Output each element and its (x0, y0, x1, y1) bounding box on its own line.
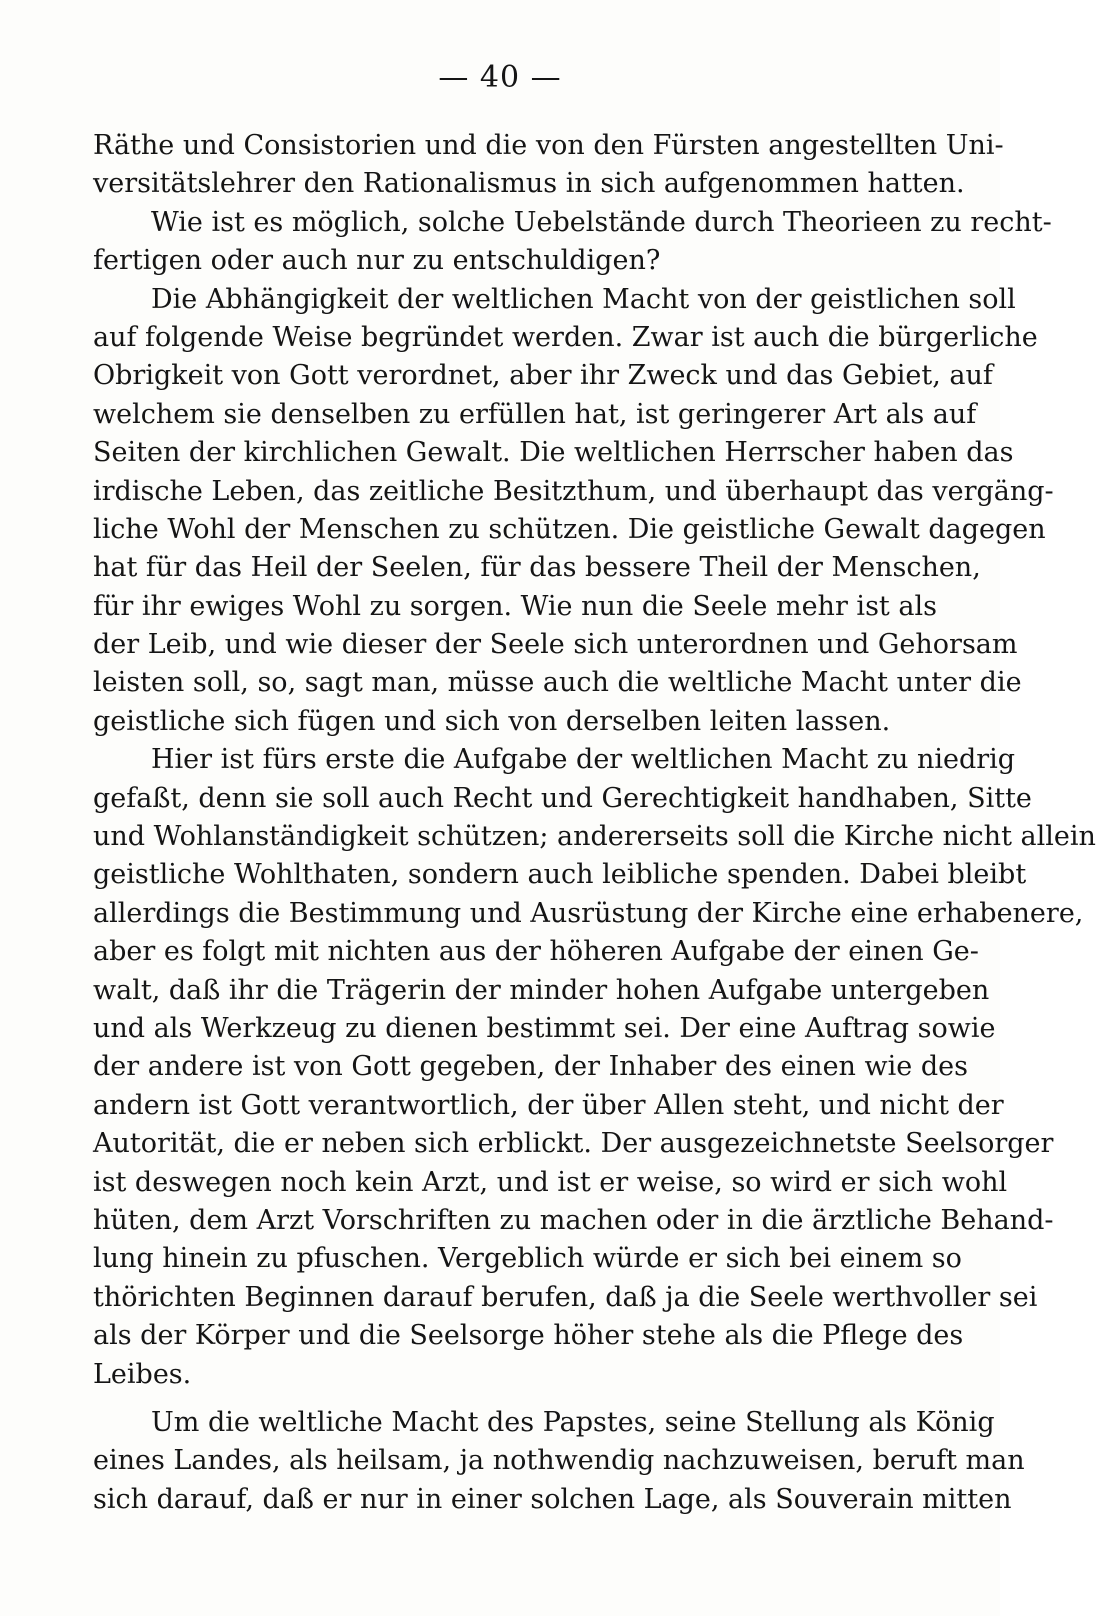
text-line: ist deswegen noch kein Arzt, und ist er weise, so wird er sich wohl (93, 1166, 1008, 1198)
text-line: lung hinein zu pfuschen. Vergeblich würde er sich bei einem so (93, 1243, 962, 1275)
text-line: walt, daß ihr die Trägerin der minder hohen Aufgabe untergeben (93, 974, 990, 1006)
paragraph-start-line: Die Abhängigkeit der weltlichen Macht von der geistlichen soll (151, 283, 1016, 315)
text-line: andern ist Gott verantwortlich, der über Allen steht, und nicht der (93, 1089, 1004, 1121)
text-line: welchem sie denselben zu erfüllen hat, ist geringerer Art als auf (93, 398, 977, 430)
text-line: Räthe und Consistorien und die von den Fürsten angestellten Uni- (93, 130, 1004, 161)
body-text (93, 127, 1096, 1519)
text-line: Autorität, die er neben sich erblickt. Der ausgezeichnetste Seelsorger (93, 1128, 1054, 1160)
text-line: geistliche sich fügen und sich von derselben leiten lassen. (93, 705, 891, 737)
text-line: gefaßt, denn sie soll auch Recht und Gerechtigkeit handhaben, Sitte (93, 782, 1032, 814)
text-line: und Wohlanständigkeit schützen; andererseits soll die Kirche nicht allein (93, 821, 1096, 853)
text-line: hüten, dem Arzt Vorschriften zu machen oder in die ärztliche Behand- (93, 1204, 1054, 1236)
text-line: geistliche Wohlthaten, sondern auch leibliche spenden. Dabei bleibt (93, 859, 1027, 891)
text-line: fertigen oder auch nur zu entschuldigen? (93, 245, 661, 277)
text-line: versitätslehrer den Rationalismus in sich aufgenommen hatten. (93, 168, 965, 200)
text-line: eines Landes, als heilsam, ja nothwendig nachzuweisen, beruft man (93, 1445, 1025, 1477)
paragraph-start-line: Hier ist fürs erste die Aufgabe der weltlichen Macht zu niedrig (151, 744, 1016, 776)
text-line: für ihr ewiges Wohl zu sorgen. Wie nun die Seele mehr ist als (93, 590, 937, 622)
text-line: der andere ist von Gott gegeben, der Inhaber des einen wie des (93, 1051, 968, 1083)
text-line: sich darauf, daß er nur in einer solchen Lage, als Souverain mitten (93, 1483, 1012, 1515)
text-line: auf folgende Weise begründet werden. Zwar ist auch die bürgerliche (93, 321, 1038, 353)
paragraph-start-line: Um die weltliche Macht des Papstes, seine Stellung als König (151, 1406, 995, 1438)
text-line: liche Wohl der Menschen zu schützen. Die geistliche Gewalt dagegen (93, 513, 1046, 545)
text-line: aber es folgt mit nichten aus der höheren Aufgabe der einen Ge- (93, 936, 979, 968)
text-line: Leibes. (93, 1358, 192, 1390)
text-line: leisten soll, so, sagt man, müsse auch die weltliche Macht unter die (93, 667, 1022, 699)
text-line: der Leib, und wie dieser der Seele sich unterordnen und Gehorsam (93, 629, 1018, 661)
text-line: irdische Leben, das zeitliche Besitzthum, und überhaupt das vergäng- (93, 475, 1054, 507)
paragraph-gap (93, 1394, 913, 1404)
text-line: Seiten der kirchlichen Gewalt. Die weltlichen Herrscher haben das (93, 437, 1014, 469)
text-line: Obrigkeit von Gott verordnet, aber ihr Zweck und das Gebiet, auf (93, 360, 993, 392)
text-line: hat für das Heil der Seelen, für das bessere Theil der Menschen, (93, 552, 981, 584)
text-line: und als Werkzeug zu dienen bestimmt sei. Der eine Auftrag sowie (93, 1012, 996, 1044)
text-line: thörichten Beginnen darauf berufen, daß ja die Seele werthvoller sei (93, 1281, 1038, 1313)
text-line: allerdings die Bestimmung und Ausrüstung der Kirche eine erhabenere, (93, 897, 1084, 929)
paragraph-start-line: Wie ist es möglich, solche Uebelstände durch Theorieen zu recht- (151, 206, 1052, 238)
page-number: — 40 — (438, 60, 562, 95)
text-line: als der Körper und die Seelsorge höher stehe als die Pflege des (93, 1320, 964, 1352)
